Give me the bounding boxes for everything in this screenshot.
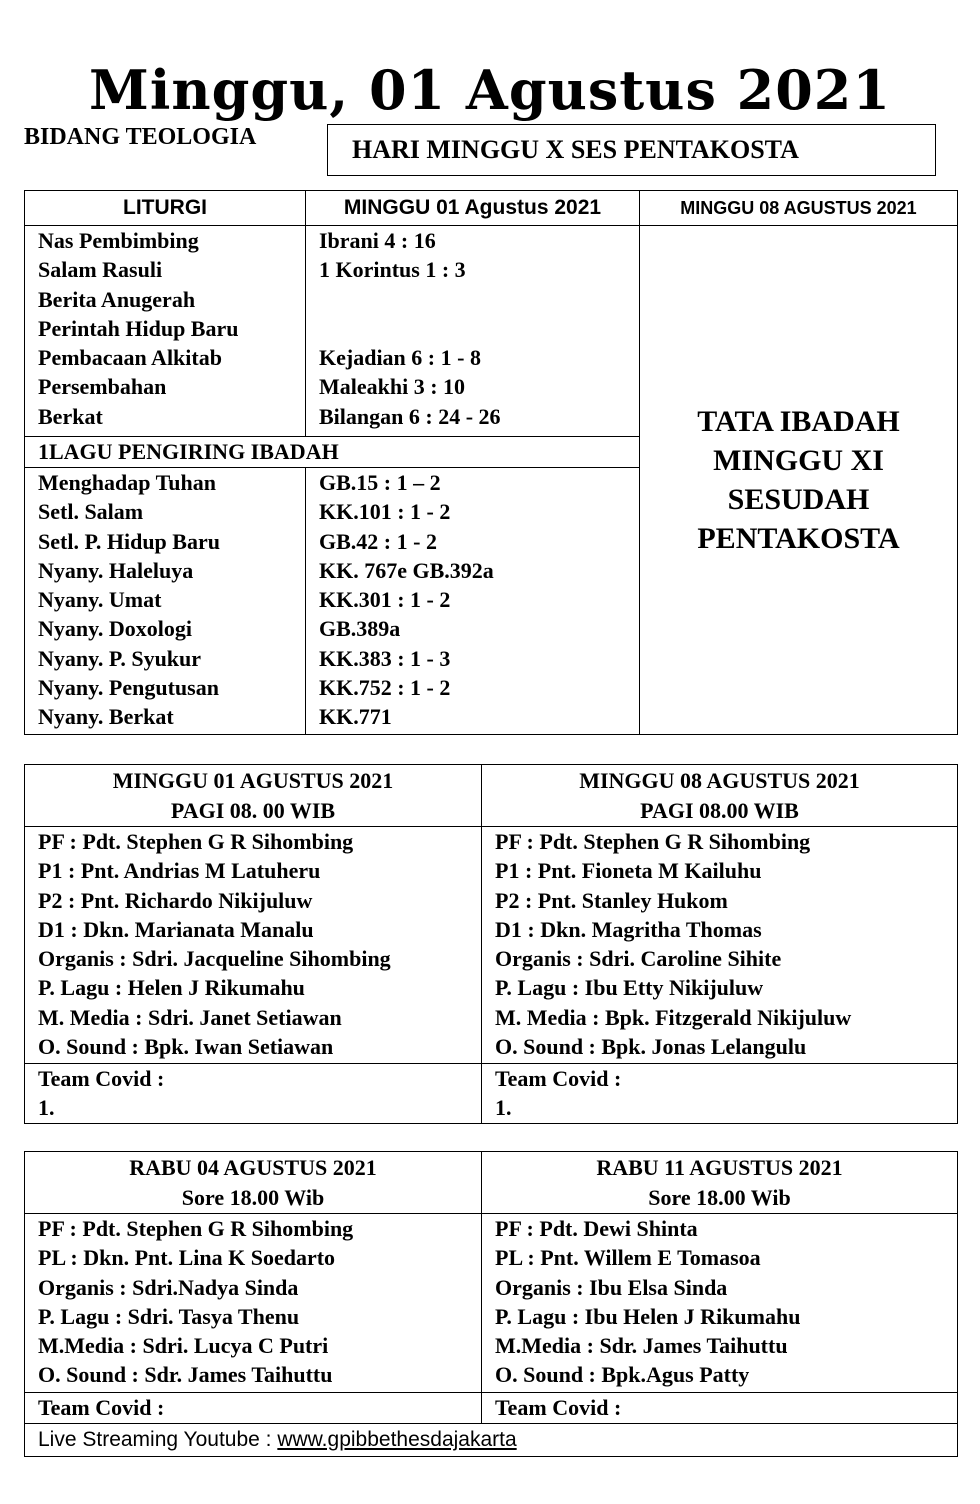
liturgi-items — [25, 226, 306, 437]
liturgi-item: Berita Anugerah — [38, 286, 196, 312]
covid-item: 1. — [38, 1095, 55, 1121]
duty-item: M.Media : Sdr. James Taihuttu — [495, 1333, 788, 1359]
covid-item: 1. — [495, 1095, 512, 1121]
lagu-songs-list — [306, 468, 639, 732]
rabu-right-time: Sore 18.00 Wib — [648, 1185, 791, 1210]
duty-item: O. Sound : Bpk.Agus Patty — [495, 1362, 750, 1388]
duty-item: PF : Pdt. Dewi Shinta — [495, 1216, 698, 1241]
live-stream-row — [25, 1424, 958, 1457]
duty-item: P1 : Pnt. Fioneta M Kailuhu — [495, 858, 762, 884]
minggu-right-time: PAGI 08.00 WIB — [640, 798, 799, 823]
song-item: KK.101 : 1 - 2 — [319, 499, 451, 525]
duty-item: O. Sound : Bpk. Jonas Lelangulu — [495, 1034, 807, 1060]
hari-label: HARI MINGGU X SES PENTAKOSTA — [352, 135, 799, 164]
reading-item — [319, 285, 639, 314]
duty-item: PL : Dkn. Pnt. Lina K Soedarto — [38, 1245, 336, 1271]
lagu-item: Nyany. Pengutusan — [38, 675, 219, 701]
youtube-link[interactable]: www.gpibbethesdajakarta — [277, 1428, 517, 1451]
duty-item: M. Media : Bpk. Fitzgerald Nikijuluw — [495, 1004, 852, 1030]
song-item: KK.752 : 1 - 2 — [319, 675, 451, 701]
lagu-item: Nyany. Berkat — [38, 704, 174, 730]
duty-item: P. Lagu : Ibu Helen J Rikumahu — [495, 1303, 801, 1329]
duty-item: Organis : Sdri.Nadya Sinda — [38, 1274, 299, 1300]
rabu-right-duties — [482, 1214, 958, 1393]
rabu-left-time: Sore 18.00 Wib — [181, 1185, 325, 1210]
lagu-songs — [306, 468, 640, 735]
liturgi-item: Nas Pembimbing — [38, 228, 199, 253]
lagu-item: Setl. P. Hidup Baru — [38, 528, 220, 554]
reading-item: Bilangan 6 : 24 - 26 — [319, 403, 501, 429]
liturgi-readings — [306, 226, 640, 437]
liturgi-item: Berkat — [38, 403, 103, 429]
liturgi-table — [24, 190, 958, 735]
song-item: KK.301 : 1 - 2 — [319, 587, 451, 613]
liturgi-item: Perintah Hidup Baru — [38, 315, 239, 341]
lagu-items — [25, 468, 306, 735]
duty-item: D1 : Dkn. Magritha Thomas — [495, 916, 762, 942]
tata-line: SESUDAH — [727, 483, 870, 516]
liturgi-item: Persembahan — [38, 374, 167, 400]
duty-list — [482, 1214, 957, 1390]
lagu-item: Nyany. Umat — [38, 587, 162, 613]
live-stream-label: Live Streaming Youtube : — [38, 1428, 278, 1451]
rabu-left-header — [25, 1152, 482, 1214]
liturgi-item: Salam Rasuli — [38, 257, 163, 283]
minggu-right-header — [482, 765, 958, 827]
covid-label: Team Covid : — [495, 1395, 622, 1420]
liturgi-readings-list — [306, 226, 639, 431]
duty-item: D1 : Dkn. Marianata Manalu — [38, 916, 314, 942]
duty-item: PF : Pdt. Stephen G R Sihombing — [495, 829, 811, 854]
rabu-left-covid — [25, 1393, 482, 1424]
duty-item: Organis : Ibu Elsa Sinda — [495, 1274, 728, 1300]
covid-label: Team Covid : — [38, 1066, 165, 1091]
reading-item: 1 Korintus 1 : 3 — [319, 257, 466, 283]
lagu-items-list — [25, 468, 305, 732]
song-item: GB.42 : 1 - 2 — [319, 528, 437, 554]
duty-list — [25, 827, 481, 1061]
duty-item: P2 : Pnt. Stanley Hukom — [495, 887, 728, 913]
rabu-right-covid — [482, 1393, 958, 1424]
liturgi-item: Pembacaan Alkitab — [38, 345, 222, 371]
tata-line: MINGGU XI — [713, 444, 884, 477]
reading-item — [319, 314, 639, 343]
song-item: GB.389a — [319, 616, 401, 642]
duty-item: PF : Pdt. Stephen G R Sihombing — [38, 1216, 354, 1241]
header-liturgi: LITURGI — [25, 191, 306, 226]
rabu-left-date: RABU 04 AGUSTUS 2021 — [129, 1155, 377, 1180]
duty-item: M.Media : Sdri. Lucya C Putri — [38, 1333, 329, 1359]
header-minggu-08: MINGGU 08 AGUSTUS 2021 — [640, 191, 958, 226]
duty-item: PF : Pdt. Stephen G R Sihombing — [38, 829, 354, 854]
rabu-right-date: RABU 11 AGUSTUS 2021 — [596, 1155, 843, 1180]
reading-item: Ibrani 4 : 16 — [319, 228, 436, 253]
minggu-right-duties — [482, 827, 958, 1064]
lagu-item: Setl. Salam — [38, 499, 144, 525]
duty-item: O. Sound : Sdr. James Taihuttu — [38, 1362, 333, 1388]
minggu-left-date: MINGGU 01 AGUSTUS 2021 — [112, 768, 394, 793]
covid-label: Team Covid : — [38, 1395, 165, 1420]
duty-item: Organis : Sdri. Jacqueline Sihombing — [38, 946, 391, 972]
covid-block — [482, 1064, 957, 1123]
duty-item: Organis : Sdri. Caroline Sihite — [495, 946, 782, 972]
duty-item: P. Lagu : Ibu Etty Nikijuluw — [495, 975, 764, 1001]
covid-label: Team Covid : — [495, 1066, 622, 1091]
duty-list — [25, 1214, 481, 1390]
rabu-right-header — [482, 1152, 958, 1214]
tata-line: TATA IBADAH — [697, 405, 900, 438]
minggu-left-header — [25, 765, 482, 827]
minggu-left-covid — [25, 1064, 482, 1124]
song-item: KK. 767e GB.392a — [319, 557, 494, 583]
page-title: Minggu, 01 Agustus 2021 — [89, 58, 891, 122]
liturgi-items-list — [25, 226, 305, 431]
duty-item: PL : Pnt. Willem E Tomasoa — [495, 1245, 761, 1271]
bidang-label: BIDANG TEOLOGIA — [24, 124, 257, 150]
song-item: KK.771 — [319, 704, 392, 730]
lagu-item: Nyany. P. Syukur — [38, 645, 202, 671]
duty-item: M. Media : Sdri. Janet Setiawan — [38, 1004, 342, 1030]
hari-box — [327, 124, 936, 176]
duty-item: P2 : Pnt. Richardo Nikijuluw — [38, 887, 313, 913]
lagu-item: Nyany. Doxologi — [38, 616, 193, 642]
lagu-header: 1LAGU PENGIRING IBADAH — [25, 437, 640, 468]
song-item: KK.383 : 1 - 3 — [319, 645, 451, 671]
live-stream-line — [25, 1424, 957, 1456]
reading-item: Maleakhi 3 : 10 — [319, 374, 466, 400]
tata-ibadah-cell — [640, 226, 958, 735]
covid-block — [25, 1064, 481, 1123]
minggu-left-duties — [25, 827, 482, 1064]
minggu-right-covid — [482, 1064, 958, 1124]
minggu-right-date: MINGGU 08 AGUSTUS 2021 — [579, 768, 860, 793]
header-minggu-01: MINGGU 01 Agustus 2021 — [306, 191, 640, 226]
reading-item: Kejadian 6 : 1 - 8 — [319, 345, 481, 371]
duty-item: P. Lagu : Helen J Rikumahu — [38, 975, 305, 1001]
duty-item: P1 : Pnt. Andrias M Latuheru — [38, 858, 321, 884]
rabu-left-duties — [25, 1214, 482, 1393]
minggu-duty-table — [24, 764, 958, 1124]
minggu-left-time: PAGI 08. 00 WIB — [170, 798, 336, 823]
duty-item: O. Sound : Bpk. Iwan Setiawan — [38, 1034, 334, 1060]
lagu-item: Menghadap Tuhan — [38, 470, 216, 495]
duty-item: P. Lagu : Sdri. Tasya Thenu — [38, 1303, 300, 1329]
lagu-item: Nyany. Haleluya — [38, 557, 194, 583]
duty-list — [482, 827, 957, 1061]
song-item: GB.15 : 1 – 2 — [319, 470, 441, 495]
tata-line: PENTAKOSTA — [697, 522, 900, 555]
rabu-duty-table — [24, 1151, 958, 1457]
